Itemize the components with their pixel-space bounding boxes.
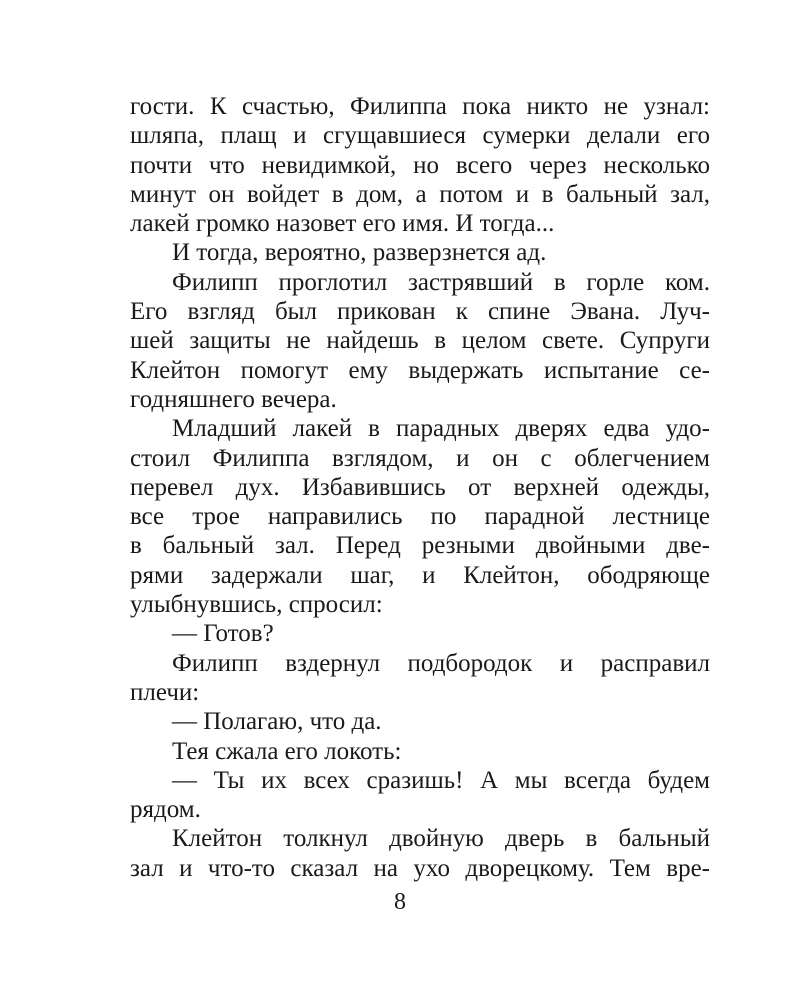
body-text bbox=[130, 92, 710, 883]
text-line: рядом. bbox=[130, 796, 201, 824]
text-line: Филипп вздернул подбородок и расправил bbox=[172, 649, 710, 677]
text-line: Клейтон толкнул двойную дверь в бальный bbox=[172, 825, 710, 853]
text-line: — Готов? bbox=[172, 620, 274, 648]
text-line: И тогда, вероятно, разверзнется ад. bbox=[172, 239, 547, 267]
text-line: все трое направились по парадной лестнице bbox=[130, 503, 710, 531]
text-line: минут он войдет в дом, а потом и в бальный зал, bbox=[130, 180, 710, 208]
text-line: Клейтон помогут ему выдержать испытание се- bbox=[130, 356, 710, 384]
text-line: — Полагаю, что да. bbox=[172, 708, 382, 736]
text-line: почти что невидимкой, но всего через несколько bbox=[130, 151, 710, 179]
text-line: Тея сжала его локоть: bbox=[172, 737, 402, 765]
text-line: улыбнувшись, спросил: bbox=[130, 591, 383, 619]
text-line: Младший лакей в парадных дверях едва удо- bbox=[172, 415, 710, 443]
text-line: лакей громко назовет его имя. И тогда... bbox=[130, 210, 555, 238]
text-line: — Ты их всех сразишь! А мы всегда будем bbox=[172, 766, 710, 794]
text-line: рями задержали шаг, и Клейтон, ободряюще bbox=[130, 561, 710, 589]
text-line: перевел дух. Избавившись от верхней одежды, bbox=[130, 473, 710, 501]
page-number: 8 bbox=[394, 889, 406, 915]
text-line: годняшнего вечера. bbox=[130, 385, 337, 413]
text-line: Филипп проглотил застрявший в горле ком. bbox=[172, 268, 710, 296]
text-line: в бальный зал. Перед резными двойными две- bbox=[130, 532, 710, 560]
text-line: шляпа, плащ и сгущавшиеся сумерки делали его bbox=[130, 122, 710, 150]
text-line: плечи: bbox=[130, 678, 200, 706]
text-line: Его взгляд был прикован к спине Эвана. Луч- bbox=[130, 298, 710, 326]
text-line: шей защиты не найдешь в целом свете. Супруги bbox=[130, 327, 710, 355]
text-line: зал и что-то сказал на ухо дворецкому. Тем вре- bbox=[130, 854, 710, 882]
text-line: гости. К счастью, Филиппа пока никто не узнал: bbox=[130, 93, 710, 120]
text-line: стоил Филиппа взглядом, и он с облегчением bbox=[130, 444, 710, 472]
